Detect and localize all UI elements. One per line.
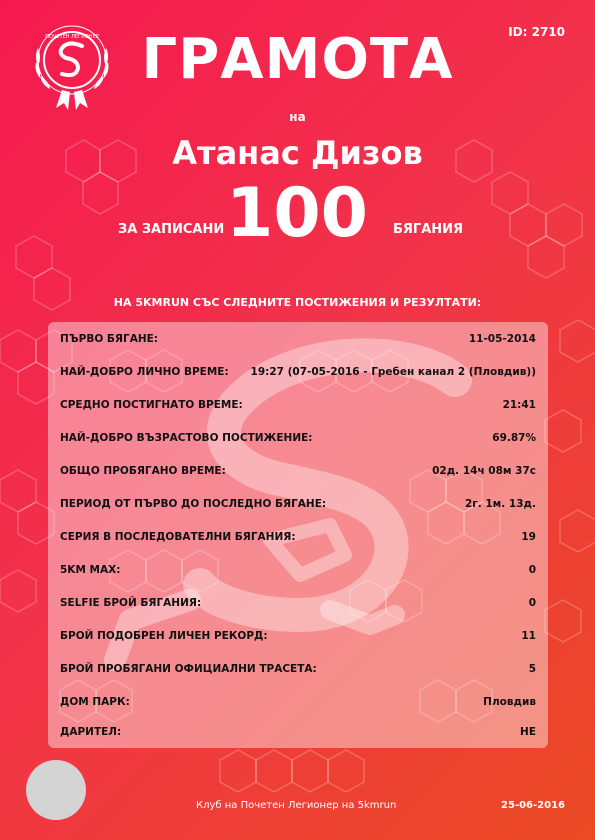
row-label: БРОЙ ПРОБЯГАНИ ОФИЦИАЛНИ ТРАСЕТА: [60,663,317,675]
table-row [60,494,536,514]
table-row [60,395,536,415]
count-prefix: ЗА ЗАПИСАНИ [118,222,225,237]
table-row [60,428,536,448]
achievements-table [48,322,548,748]
table-row [60,593,536,613]
table-row [60,329,536,349]
row-label: СЕРИЯ В ПОСЛЕДОВАТЕЛНИ БЯГАНИЯ: [60,531,296,543]
row-label: СРЕДНО ПОСТИГНАТО ВРЕМЕ: [60,399,243,411]
row-value: 11 [521,630,536,642]
count-suffix: БЯГАНИЯ [393,222,464,237]
row-label: SELFIE БРОЙ БЯГАНИЯ: [60,597,202,609]
row-label: НАЙ-ДОБРО ЛИЧНО ВРЕМЕ: [60,366,229,378]
table-row [60,692,536,712]
row-value: НЕ [520,726,536,738]
table-row [60,527,536,547]
row-value: 02д. 14ч 08м 37с [432,465,536,477]
row-value: 11-05-2014 [468,333,536,345]
table-row [60,461,536,481]
row-label: ДОМ ПАРК: [60,696,130,708]
row-label: БРОЙ ПОДОБРЕН ЛИЧЕН РЕКОРД: [60,630,268,642]
run-count: 100 [226,174,368,253]
row-label: НАЙ-ДОБРО ВЪЗРАСТОВО ПОСТИЖЕНИЕ: [60,432,313,444]
row-value: 19:27 (07-05-2016 - Гребен канал 2 (Пловдив)) [250,366,536,378]
row-label: ОБЩО ПРОБЯГАНО ВРЕМЕ: [60,465,226,477]
table-row [60,659,536,679]
row-label: 5KM MAX: [60,564,121,576]
recipient-name: Атанас Дизов [172,134,423,172]
footer-club-text: Клуб на Почетен Легионер на 5kmrun [196,800,397,811]
row-label: ДАРИТЕЛ: [60,726,122,738]
row-value: 21:41 [502,399,536,411]
certificate-id: ID: 2710 [508,25,565,39]
achievements-subtitle: НА 5KMRUN СЪС СЛЕДНИТЕ ПОСТИЖЕНИЯ И РЕЗУЛТАТИ: [113,296,482,309]
row-value: 69.87% [492,432,536,444]
grey-seal-icon [26,760,86,820]
row-value: 0 [528,564,536,576]
row-label: ПЪРВО БЯГАНЕ: [60,333,158,345]
table-row [60,626,536,646]
svg-text:ПОЧЕТЕН ЛЕГИОНЕР: ПОЧЕТЕН ЛЕГИОНЕР [45,34,99,40]
row-label: ПЕРИОД ОТ ПЪРВО ДО ПОСЛЕДНО БЯГАНЕ: [60,498,327,510]
row-value: 19 [521,531,536,543]
table-row [60,722,536,742]
table-row [60,362,536,382]
row-value: 2г. 1м. 13д. [464,498,536,510]
row-value: 5 [528,663,536,675]
footer-date: 25-06-2016 [501,800,565,811]
title-preposition: на [289,110,306,124]
table-row [60,560,536,580]
row-value: 0 [528,597,536,609]
row-value: Пловдив [483,696,536,708]
certificate-title: ГРАМОТА [141,27,454,92]
